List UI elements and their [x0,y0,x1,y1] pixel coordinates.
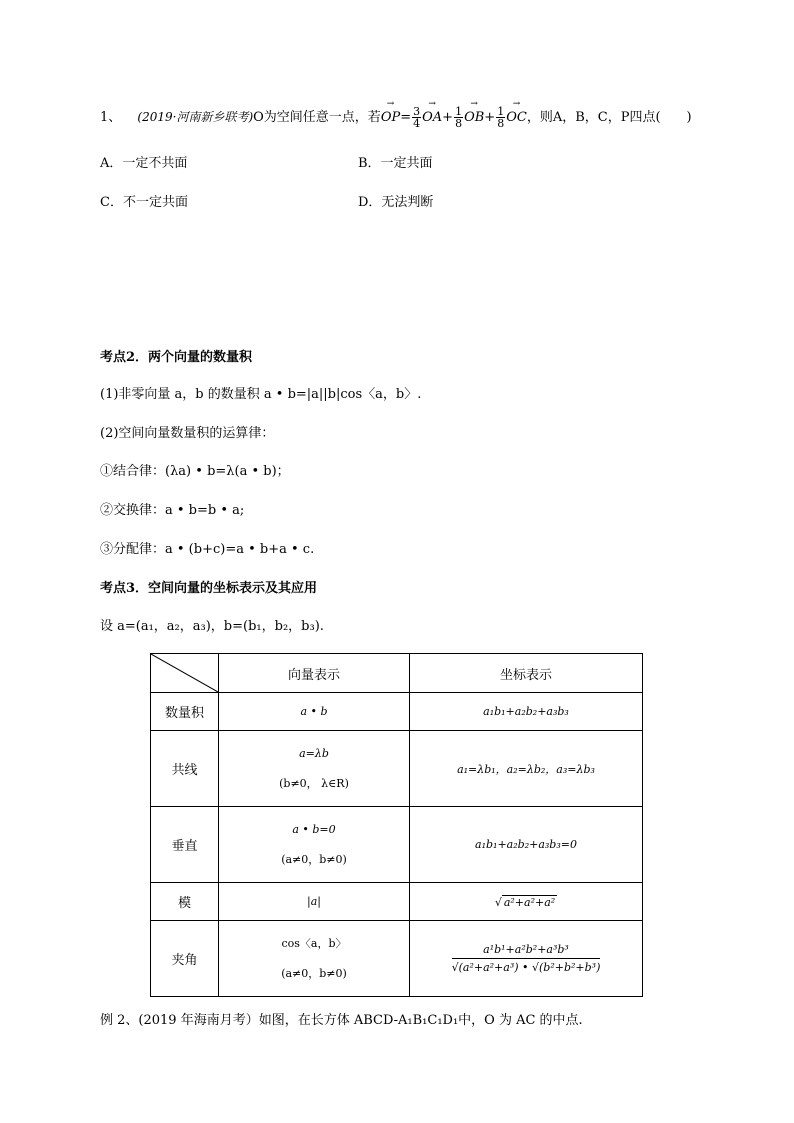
table-row [151,921,643,997]
question-stem-post: ，则A，B，C，P四点( ) [526,110,692,125]
table-header-row [151,654,643,693]
fraction-numerator: a¹b¹+a²b²+a³b³ [452,943,601,959]
row-vector: a • b [219,693,410,731]
example-2: 例 2、(2019 年海南月考）如图，在长方体 ABCD-A₁B₁C₁D₁中，O 为 AC 的中点. [100,1013,583,1028]
header-coordinate: 坐标表示 [410,654,643,693]
row-coord: a₁b₁+a₂b₂+a₃b₃=0 [410,807,643,883]
vector-oc: → OC [506,110,527,125]
formula-plus: + [484,110,496,125]
row-coord: a₁=λb₁，a₂=λb₂，a₃=λb₃ [410,731,643,807]
law-distributive: ③分配律：a • (b+c)=a • b+a • c. [100,542,315,557]
law-associative: ①结合律：(λa) • b=λ(a • b)； [100,464,290,479]
row-name: 模 [151,883,219,921]
option-b[interactable]: B．一定共面 [358,156,433,171]
table-row [151,883,643,921]
row-vector [219,807,410,883]
row-coord [410,921,643,997]
vector-oa: → OA [422,110,442,125]
row-coord [410,883,643,921]
header-vector: 向量表示 [219,654,410,693]
sqrt-radicand: a²+a²+a² [503,895,556,909]
vector-formula [380,105,527,130]
question-source: (2019·河南新乡联考) [137,110,254,124]
row-name: 垂直 [151,807,219,883]
diagonal-line [151,654,218,692]
sqrt-icon: √ [494,895,502,909]
table-row [151,693,643,731]
kp2-title: 考点2．两个向量的数量积 [100,350,253,365]
question-number: 1、 [100,110,122,125]
row-name: 共线 [151,731,219,807]
row-coord: a₁b₁+a₂b₂+a₃b₃ [410,693,643,731]
vector-ob: → OB [464,110,484,125]
row-vector: |a| [219,883,410,921]
row-name: 夹角 [151,921,219,997]
vector-line: cos〈a，b〉 [281,936,347,950]
option-c[interactable]: C．不一定共面 [100,195,188,210]
vector-line: a • b=0 [292,822,336,836]
angle-fraction [452,943,601,974]
fraction-1-8: $\frac{1}{8}$ [455,105,463,130]
question-stem-pre: O为空间任意一点，若 [253,110,381,125]
vector-line: a=λb [299,746,329,760]
vector-coordinate-table [150,653,643,997]
kp2-line1: (1)非零向量 a，b 的数量积 a • b=|a||b|cos〈a，b〉. [100,387,422,402]
fraction-denominator: √(a²+a²+a³) • √(b²+b²+b³) [451,960,601,974]
formula-eq: = [400,110,412,125]
diagonal-header-cell [151,654,219,693]
kp3-setup: 设 a=(a₁，a₂，a₃)，b=(b₁，b₂，b₃). [100,619,324,634]
fraction-1-8: $\frac{1}{8}$ [497,105,505,130]
question-1 [100,106,692,129]
vector-condition: (a≠0，b≠0) [281,852,347,866]
kp2-line2: (2)空间向量数量积的运算律： [100,426,275,441]
row-vector [219,731,410,807]
table-row [151,731,643,807]
fraction-3-4: $\frac{3}{4}$ [413,105,421,130]
kp3-title: 考点3．空间向量的坐标表示及其应用 [100,581,318,596]
vector-condition: (b≠0， λ∈R) [279,776,349,790]
table-row [151,807,643,883]
option-d[interactable]: D．无法判断 [358,195,434,210]
row-vector [219,921,410,997]
formula-plus: + [442,110,454,125]
law-commutative: ②交换律：a • b=b • a; [100,503,245,518]
row-name: 数量积 [151,693,219,731]
vector-op: → OP [381,110,400,125]
option-a[interactable]: A．一定不共面 [100,156,188,171]
vector-condition: (a≠0，b≠0) [281,966,347,980]
